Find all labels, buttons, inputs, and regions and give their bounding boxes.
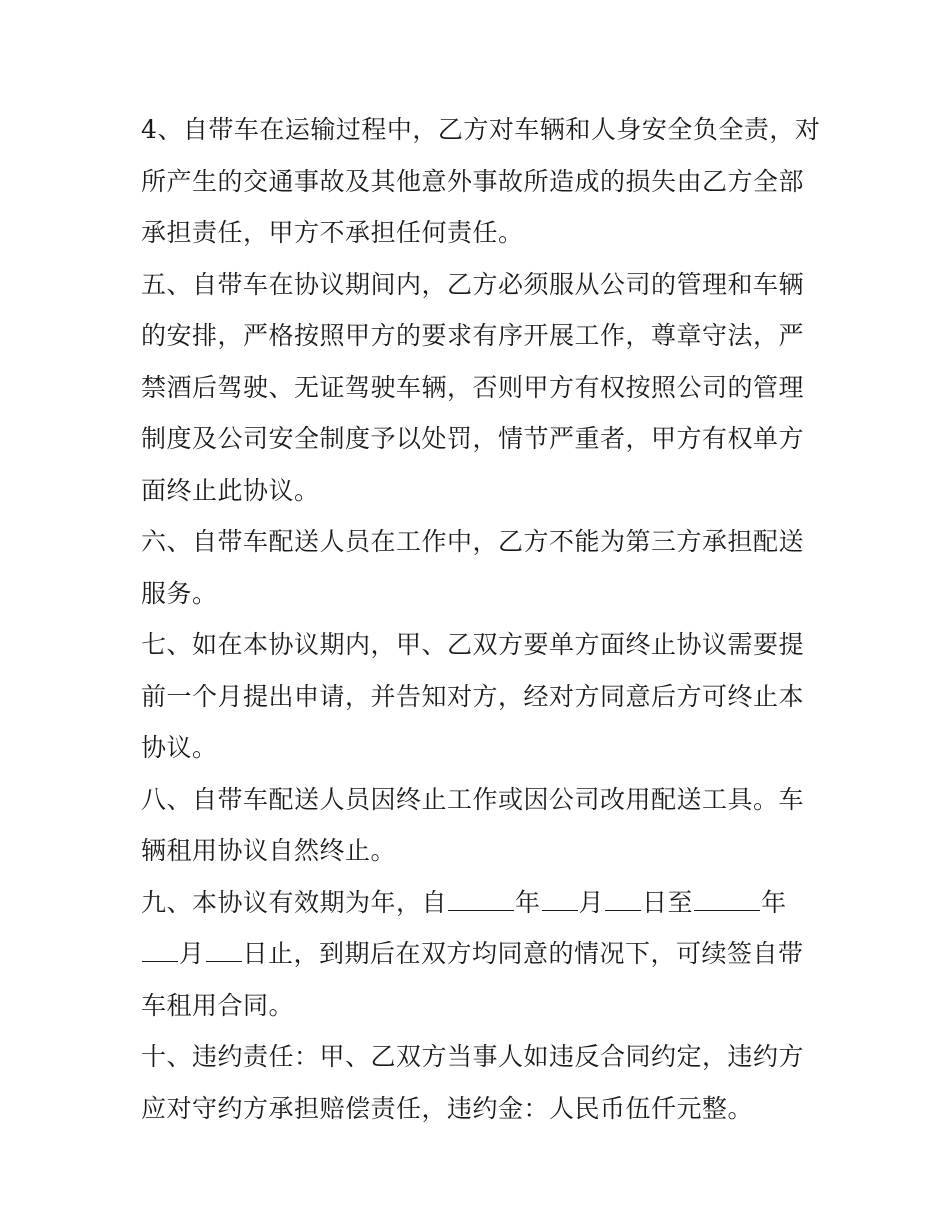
term-month1: 月: [578, 887, 605, 917]
clause-8: 八、自带车配送人员因终止工作或因公司改用配送工具。车辆租用协议自然终止。: [141, 784, 805, 865]
clause-4: 4、自带车在运输过程中，乙方对车辆和人身安全负全责，对所产生的交通事故及其他意外事故所造成的损失由乙方全部承担责任，甲方不承担任何责任。: [141, 115, 821, 247]
start-day-blank: [605, 888, 641, 911]
end-year-blank: [694, 888, 760, 911]
term-month2: 月: [179, 939, 205, 968]
clause-9-term: [141, 877, 821, 1032]
end-month-blank: [142, 939, 178, 962]
clause-6: 六、自带车配送人员在工作中，乙方不能为第三方承担配送服务。: [141, 527, 805, 608]
document-body: [141, 104, 821, 1134]
term-prefix: 九、本协议有效期为年，自: [141, 887, 448, 917]
term-year1: 年: [515, 887, 541, 917]
term-year2: 年: [761, 887, 787, 917]
start-year-blank: [448, 888, 514, 911]
end-day-blank: [206, 939, 242, 962]
clause-5: 五、自带车在协议期间内，乙方必须服从公司的管理和车辆的安排，严格按照甲方的要求有序开展工作，尊章守法，严禁酒后驾驶、无证驾驶车辆，否则甲方有权按照公司的管理制度及公司安全制度予以处罚，情节严重者，甲方有权单方面终止此协议。: [141, 269, 805, 505]
clause-7: 七、如在本协议期内，甲、乙双方要单方面终止协议需要提前一个月提出申请，并告知对方，经对方同意后方可终止本协议。: [141, 630, 805, 762]
term-suffix: 日止，到期后在双方均同意的情况下，可续签自带车租用合同。: [141, 939, 804, 1020]
term-day-to: 日至: [642, 887, 694, 917]
start-month-blank: [542, 888, 578, 911]
clause-10-penalty: 十、违约责任：甲、乙双方当事人如违反合同约定，违约方应对守约方承担赔偿责任，违约金：人民币伍仟元整。: [141, 1042, 805, 1123]
